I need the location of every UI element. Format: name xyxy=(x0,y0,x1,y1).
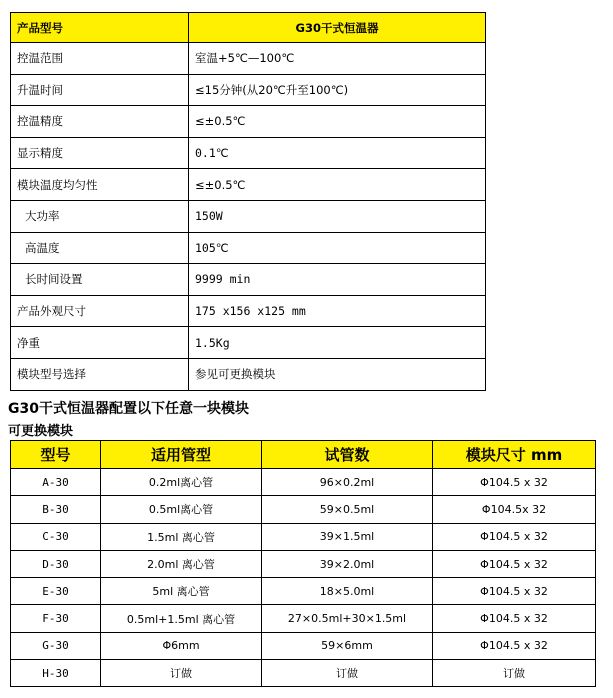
spec-row xyxy=(11,74,486,106)
spec-row xyxy=(11,200,486,232)
spec-label: 显示精度 xyxy=(11,137,189,169)
module-model: C-30 xyxy=(11,523,101,550)
module-tube-count: 59×6mm xyxy=(262,632,433,659)
module-tube-type: 2.0ml 离心管 xyxy=(101,550,262,577)
config-title: G30干式恒温器配置以下任意一块模块 xyxy=(8,401,249,417)
spec-value: 9999 min xyxy=(189,264,486,296)
spec-label: 高温度 xyxy=(11,232,189,264)
module-size: Φ104.5 x 32 xyxy=(433,469,596,496)
spec-label: 净重 xyxy=(11,327,189,359)
module-row xyxy=(11,550,596,577)
module-model: A-30 xyxy=(11,469,101,496)
module-header-model: 型号 xyxy=(11,441,101,469)
module-tube-count: 18×5.0ml xyxy=(262,578,433,605)
module-size: Φ104.5 x 32 xyxy=(433,632,596,659)
spec-value: 0.1℃ xyxy=(189,137,486,169)
module-tube-type: 5ml 离心管 xyxy=(101,578,262,605)
spec-value: ≤±0.5℃ xyxy=(189,106,486,138)
module-tube-type: 0.2ml离心管 xyxy=(101,469,262,496)
module-table xyxy=(10,440,596,687)
modules-title: 可更换模块 xyxy=(8,424,74,439)
spec-label: 模块型号选择 xyxy=(11,358,189,390)
spec-value: 105℃ xyxy=(189,232,486,264)
module-tube-type: Φ6mm xyxy=(101,632,262,659)
module-row xyxy=(11,496,596,523)
module-size: 订做 xyxy=(433,660,596,687)
module-model: F-30 xyxy=(11,605,101,632)
module-tube-count: 39×1.5ml xyxy=(262,523,433,550)
spec-value: 1.5Kg xyxy=(189,327,486,359)
spec-row xyxy=(11,106,486,138)
spec-row xyxy=(11,169,486,201)
module-tube-count: 96×0.2ml xyxy=(262,469,433,496)
spec-label: 大功率 xyxy=(11,200,189,232)
spec-value: 175 x156 x125 mm xyxy=(189,295,486,327)
spec-label: 产品外观尺寸 xyxy=(11,295,189,327)
module-row xyxy=(11,469,596,496)
spec-label: 模块温度均匀性 xyxy=(11,169,189,201)
module-header-size: 模块尺寸 mm xyxy=(433,441,596,469)
spec-row xyxy=(11,232,486,264)
spec-row xyxy=(11,358,486,390)
spec-row xyxy=(11,137,486,169)
spec-row xyxy=(11,327,486,359)
module-row xyxy=(11,660,596,687)
spec-table xyxy=(10,12,486,391)
spec-label: 长时间设置 xyxy=(11,264,189,296)
module-header-row xyxy=(11,441,596,469)
module-header-tube-count: 试管数 xyxy=(262,441,433,469)
module-row xyxy=(11,605,596,632)
module-row xyxy=(11,632,596,659)
spec-value: 150W xyxy=(189,200,486,232)
module-row xyxy=(11,578,596,605)
module-model: H-30 xyxy=(11,660,101,687)
module-size: Φ104.5 x 32 xyxy=(433,578,596,605)
module-tube-type: 0.5ml离心管 xyxy=(101,496,262,523)
spec-label: 升温时间 xyxy=(11,74,189,106)
spec-value: ≤±0.5℃ xyxy=(189,169,486,201)
spec-value: 室温+5℃—100℃ xyxy=(189,43,486,75)
module-model: B-30 xyxy=(11,496,101,523)
module-tube-count: 39×2.0ml xyxy=(262,550,433,577)
module-size: Φ104.5 x 32 xyxy=(433,605,596,632)
module-size: Φ104.5 x 32 xyxy=(433,523,596,550)
spec-header-row xyxy=(11,13,486,43)
spec-row xyxy=(11,295,486,327)
module-tube-count: 59×0.5ml xyxy=(262,496,433,523)
module-row xyxy=(11,523,596,550)
spec-label: 控温精度 xyxy=(11,106,189,138)
spec-header-value: G30干式恒温器 xyxy=(189,13,486,43)
module-size: Φ104.5x 32 xyxy=(433,496,596,523)
module-model: G-30 xyxy=(11,632,101,659)
spec-row xyxy=(11,43,486,75)
module-tube-count: 订做 xyxy=(262,660,433,687)
module-tube-type: 1.5ml 离心管 xyxy=(101,523,262,550)
module-size: Φ104.5 x 32 xyxy=(433,550,596,577)
spec-header-label: 产品型号 xyxy=(11,13,189,43)
spec-row xyxy=(11,264,486,296)
spec-value: 参见可更换模块 xyxy=(189,358,486,390)
module-model: E-30 xyxy=(11,578,101,605)
module-header-tube-type: 适用管型 xyxy=(101,441,262,469)
spec-value: ≤15分钟(从20℃升至100℃) xyxy=(189,74,486,106)
module-model: D-30 xyxy=(11,550,101,577)
module-tube-type: 0.5ml+1.5ml 离心管 xyxy=(101,605,262,632)
module-tube-count: 27×0.5ml+30×1.5ml xyxy=(262,605,433,632)
module-tube-type: 订做 xyxy=(101,660,262,687)
spec-label: 控温范围 xyxy=(11,43,189,75)
